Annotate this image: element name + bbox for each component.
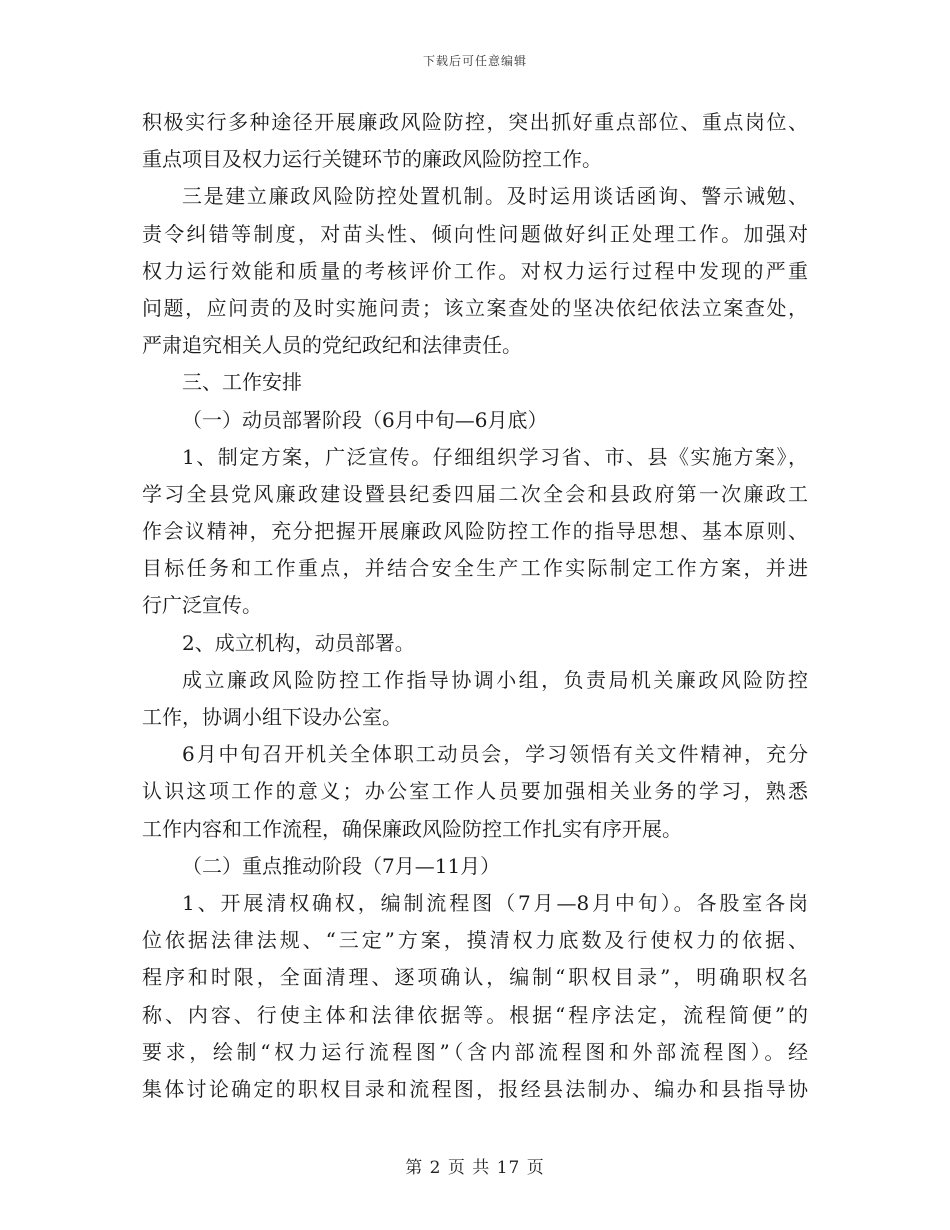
text-line: 工作内容和工作流程，确保廉政风险防控工作扎实有序开展。	[142, 816, 682, 841]
page-header: 下载后可任意编辑	[422, 54, 527, 68]
text-line: 三是建立廉政风险防控处置机制。及时运用谈话函询、警示诫勉、	[182, 184, 808, 209]
text-line: 6月中旬召开机关全体职工动员会，学习领悟有关文件精神，充分	[182, 742, 808, 767]
subsection-heading: （二）重点推动阶段（7月—11月）	[182, 853, 501, 878]
text-line: 程序和时限，全面清理、逐项确认，编制“职权目录”，明确职权名	[142, 965, 808, 990]
text-line: 权力运行效能和质量的考核评价工作。对权力运行过程中发现的严重	[142, 258, 808, 283]
text-line: 目标任务和工作重点，并结合安全生产工作实际制定工作方案，并进	[142, 556, 808, 581]
text-line: 作会议精神，充分把握开展廉政风险防控工作的指导思想、基本原则、	[142, 519, 808, 544]
text-line: 位依据法律法规、“三定”方案，摸清权力底数及行使权力的依据、	[142, 928, 808, 953]
text-line: 集体讨论确定的职权目录和流程图，报经县法制办、编办和县指导协	[142, 1076, 808, 1101]
text-line: 2、成立机构，动员部署。	[182, 630, 415, 655]
text-line: 严肃追究相关人员的党纪政纪和法律责任。	[142, 333, 522, 358]
text-line: 成立廉政风险防控工作指导协调小组，负责局机关廉政风险防控	[182, 667, 808, 692]
text-line: 积极实行多种途径开展廉政风险防控，突出抓好重点部位、重点岗位、	[142, 110, 808, 134]
text-line: 工作，协调小组下设办公室。	[142, 705, 402, 729]
section-heading: 三、工作安排	[182, 370, 302, 395]
document-body	[142, 104, 808, 1108]
text-line: 问题，应问责的及时实施问责；该立案查处的坚决依纪依法立案查处，	[142, 295, 808, 320]
page-number-footer: 第 2 页 共 17 页	[405, 1158, 545, 1178]
text-line: 重点项目及权力运行关键环节的廉政风险防控工作。	[142, 147, 602, 172]
text-line: 学习全县党风廉政建设暨县纪委四届二次全会和县政府第一次廉政工	[142, 481, 808, 506]
text-line: 要求，绘制“权力运行流程图”（含内部流程图和外部流程图）。经	[142, 1039, 808, 1064]
text-line: 1、开展清权确权，编制流程图（7月—8月中旬）。各股室各岗	[182, 890, 808, 915]
subsection-heading: （一）动员部署阶段（6月中旬—6月底）	[182, 407, 548, 432]
text-line: 1、制定方案，广泛宣传。仔细组织学习省、市、县《实施方案》，	[182, 444, 808, 469]
text-line: 责令纠错等制度，对苗头性、倾向性问题做好纠正处理工作。加强对	[142, 221, 808, 246]
text-line: 认识这项工作的意义；办公室工作人员要加强相关业务的学习，熟悉	[142, 779, 808, 804]
text-line: 行广泛宣传。	[142, 593, 262, 618]
text-line: 称、内容、行使主体和法律依据等。根据“程序法定，流程简便”的	[142, 1002, 808, 1027]
